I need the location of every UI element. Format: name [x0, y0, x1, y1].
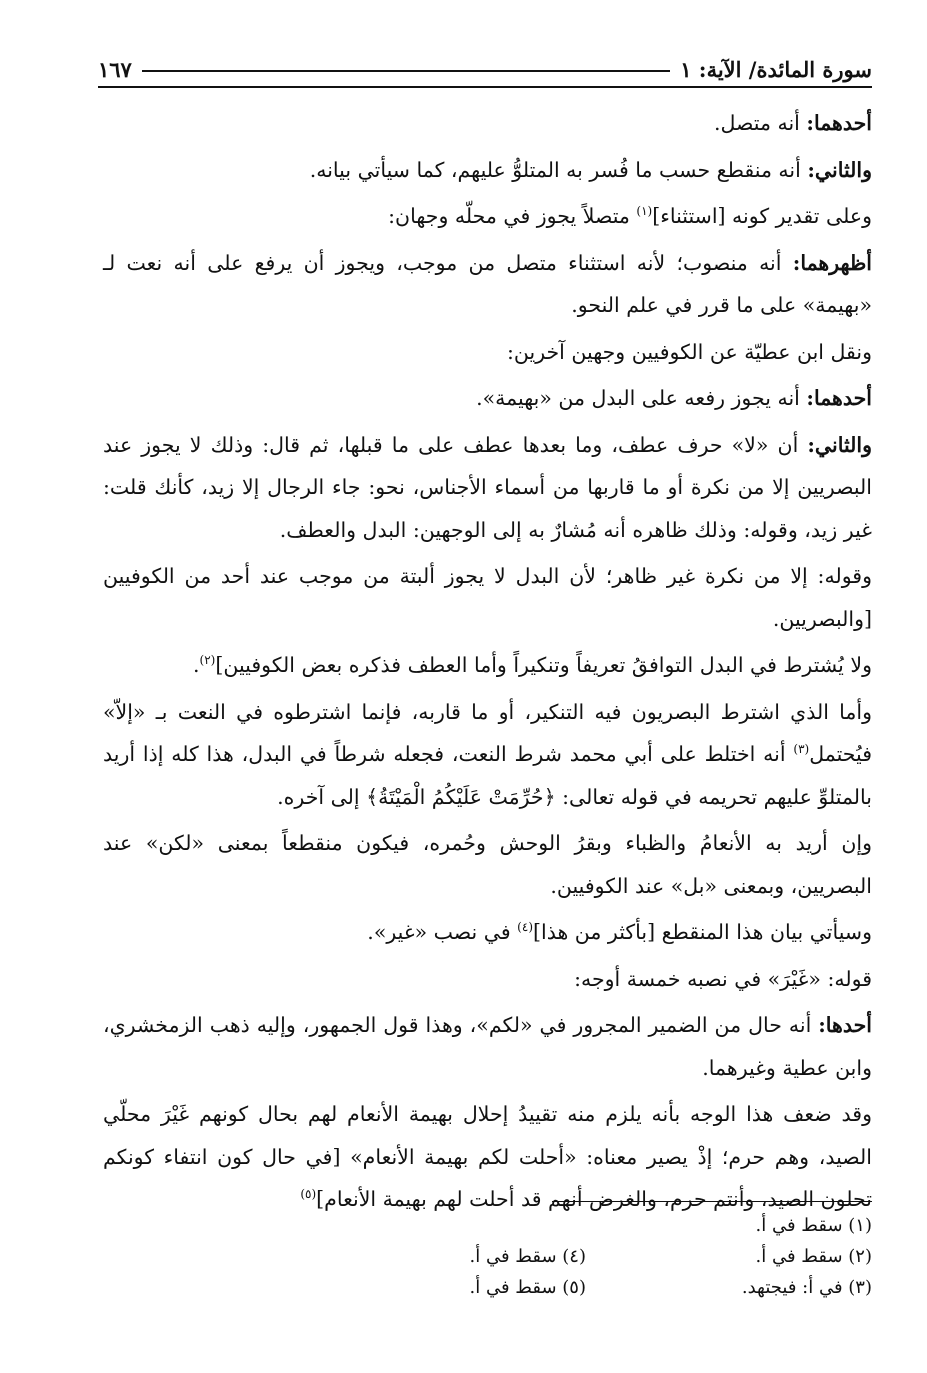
paragraph-text: وعلى تقدير كونه [استثناء]: [652, 204, 872, 228]
paragraph: [103, 195, 872, 238]
paragraph-text: وقد ضعف هذا الوجه بأنه يلزم منه تقييدُ إحلال بهيمة الأنعام لهم بحال كونهم غَيْرَ محلّي الصيد، وهم حرم؛ إذْ يصير معناه: «أحلت لكم بهيمة الأنعام» [في حال كون انتفاء كونكم تحلون الصيد، وأنتم حرم، والغرض أنهم قد أحلت لهم بهيمة الأنعام]: [103, 1102, 872, 1211]
paragraph-text: وقوله: إلا من نكرة غير ظاهر؛ لأن البدل لا يجوز ألبتة من موجب عند أحد من الكوفيين [والبصريين.: [103, 564, 872, 631]
paragraph: [103, 149, 872, 192]
footnote-row: [300, 1241, 872, 1272]
footnote-empty: [300, 1210, 586, 1241]
paragraph-text: أنه حال من الضمير المجرور في «لكم»، وهذا قول الجمهور، وإليه ذهب الزمخشري، وابن عطية وغيرهما.: [103, 1013, 872, 1080]
footnote: (٤) سقط في أ.: [469, 1246, 586, 1267]
paragraph-text: أنه منقطع حسب ما فُسر به المتلوُّ عليهم، كما سيأتي بيانه.: [309, 157, 808, 182]
footnote-ref[interactable]: (٥): [300, 1187, 317, 1202]
paragraph-text: قوله: «غَيْرَ» في نصبه خمسة أوجه:: [574, 966, 872, 991]
paragraph-text: وأما الذي اشترط البصريون فيه التنكير، أو ما قاربه، فإنما اشترطوه في النعت بـ «إلاّ» فيُحتمل: [103, 699, 872, 766]
surah-title: سورة المائدة/ الآية: ١: [680, 57, 872, 82]
paragraph-label: أظهرهما:: [792, 250, 872, 275]
paragraph: [103, 958, 872, 1001]
footnote-ref[interactable]: (١): [636, 204, 653, 219]
footnote-row: [300, 1210, 872, 1241]
main-text: [103, 102, 872, 1225]
paragraph: [103, 1004, 872, 1089]
paragraph-text: أنه منصوب؛ لأنه استثناء متصل من موجب، ويجوز أن يرفع على أنه نعت لـ «بهيمة» على ما قرر في علم النحو.: [103, 250, 872, 317]
paragraph-label: أحدهما:: [806, 111, 872, 135]
paragraph-label: أحدهما:: [806, 386, 872, 410]
page-number: ١٦٧: [98, 57, 132, 82]
running-header: [98, 30, 872, 82]
paragraph: [103, 691, 872, 819]
paragraph-text-cont: في نصب «غير».: [367, 920, 518, 944]
paragraph: [103, 644, 872, 687]
footnote: (١) سقط في أ.: [755, 1215, 872, 1236]
footnote: (٣) في أ: فيجتهد.: [741, 1277, 872, 1298]
paragraph-text: ونقل ابن عطيّة عن الكوفيين وجهين آخرين:: [506, 339, 872, 364]
paragraph: [103, 377, 872, 420]
paragraph: [103, 331, 872, 374]
footnote-ref[interactable]: (٢): [199, 653, 216, 668]
paragraph-text: أنه متصل.: [713, 111, 807, 135]
footnote: (٥) سقط في أ.: [469, 1277, 586, 1298]
footnote-ref[interactable]: (٤): [517, 920, 533, 935]
paragraph-text: ولا يُشترط في البدل التوافقُ تعريفاً وتنكيراً وأما العطف فذكره بعض الكوفيين]: [215, 653, 872, 677]
footnote-separator: [552, 1201, 872, 1202]
header-rule: [98, 86, 872, 88]
paragraph: [103, 424, 872, 552]
paragraph-label: والثاني:: [807, 157, 872, 182]
header-leader-line: [142, 70, 670, 72]
paragraph: [103, 822, 872, 907]
paragraph-text: وسيأتي بيان هذا المنقطع [بأكثر من هذا]: [533, 920, 872, 944]
paragraph: [103, 911, 872, 954]
paragraph-text-cont: متصلاً يجوز في محلّه وجهان:: [388, 204, 637, 228]
paragraph-label: أحدها:: [818, 1013, 872, 1037]
paragraph: [103, 102, 872, 145]
paragraph-text-cont: .: [193, 653, 200, 677]
paragraph: [103, 242, 872, 327]
paragraph-label: والثاني:: [807, 432, 872, 457]
footnotes: [300, 1210, 872, 1303]
footnote-ref[interactable]: (٣): [793, 742, 810, 757]
paragraph-text: أنه يجوز رفعه على البدل من «بهيمة».: [476, 386, 807, 410]
footnote: (٢) سقط في أ.: [755, 1246, 872, 1267]
paragraph-text: وإن أريد به الأنعامُ والظباء وبقرُ الوحش وحُمره، فيكون منقطعاً بمعنى «لكن» عند البصريين، وبمعنى «بل» عند الكوفيين.: [103, 831, 872, 898]
paragraph: [103, 555, 872, 640]
footnote-row: [300, 1272, 872, 1303]
paragraph-text: أن «لا» حرف عطف، وما بعدها عطف على ما قبلها، ثم قال: وذلك لا يجوز عند البصريين إلا من نكرة أو ما قاربها من أسماء الأجناس، نحو: جاء الرجال إلا زيد، كأنك قلت: غير زيد، وقوله: وذلك ظاهره أنه مُشارٌ به إلى الوجهين: البدل والعطف.: [103, 432, 872, 542]
paragraph-text-cont: أنه اختلط على أبي محمد شرط النعت، فجعله شرطاً في البدل، هذا كله إذا أريد بالمتلوِّ عليهم تحريمه في قوله تعالى: ﴿حُرِّمَتْ عَلَيْكُمُ الْمَيْتَةُ﴾ إلى آخره.: [103, 742, 872, 809]
